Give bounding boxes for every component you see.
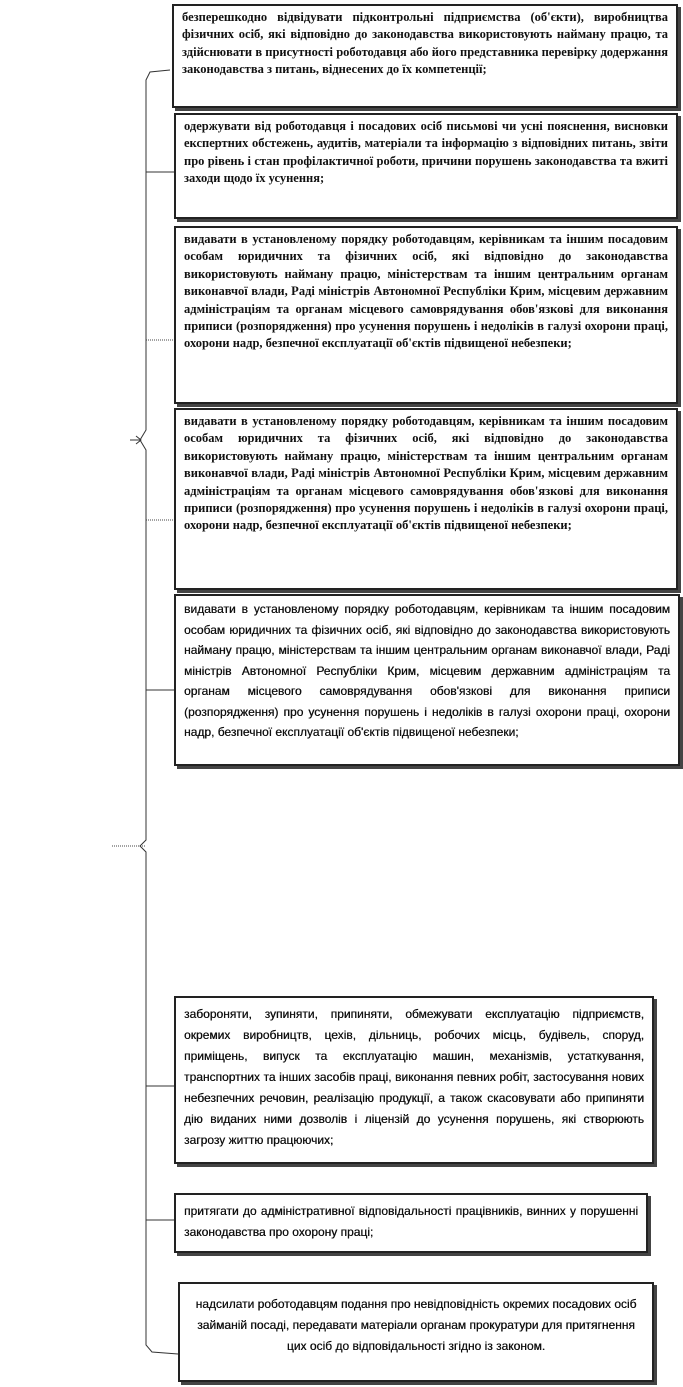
upper-arrow-icon (130, 436, 141, 444)
power-box-6: забороняти, зупиняти, припиняти, обмежувати експлуатацію підприємств, окремих виробництв, цехів, дільниць, робочих місць, будівель, споруд, приміщень, випуск та експлуатацію машин, механізмів, устаткування, транспортних та інших засобів праці, виконання певних робіт, застосування нових небезпечних речовин, реалізацію продукції, а також скасовувати або припиняти дію виданих ними дозволів і ліцензій до усунення порушень, які створюють загрозу життю працюючих; (174, 996, 654, 1164)
lower-brace (140, 770, 178, 1354)
power-box-1: безперешкодно відвідувати підконтрольні підприємства (об'єкти), виробництва фізичних осіб, які відповідно до законодавства використовують найману працю, та здійснювати в присутності роботодавця або його представника перевірку додержання законодавства з питань, віднесених до їх компетенції; (172, 4, 678, 108)
power-box-7: притягати до адміністративної відповідальності працівників, винних у порушенні законодавства про охорону праці; (174, 1193, 648, 1253)
power-box-8: надсилати роботодавцям подання про невідповідність окремих посадових осіб займаній посаді, передавати матеріали органам прокуратури для притягнення цих осіб до відповідальності згідно із законом. (178, 1282, 654, 1382)
power-box-2: одержувати від роботодавця і посадових осіб письмові чи усні пояснення, висновки експертних обстежень, аудитів, матеріали та інформацію з відповідних питань, звіти про рівень і стан профілактичної роботи, причини порушень законодавства та вжиті заходи щодо їх усунення; (174, 113, 678, 219)
upper-brace (140, 70, 170, 770)
power-box-4: видавати в установленому порядку роботодавцям, керівникам та іншим посадовим особам юридичних та фізичних осіб, які відповідно до законодавства використовують найману працю, міністерствам та іншим центральним органам виконавчої влади, Раді міністрів Автономної Республіки Крим, місцевим державним адміністраціям та органам місцевого самоврядування обов'язкові для виконання приписи (розпорядження) про усунення порушень і недоліків в галузі охорони праці, охорони надр, безпечної експлуатації об'єктів підвищеної небезпеки; (174, 408, 678, 590)
power-box-3: видавати в установленому порядку роботодавцям, керівникам та іншим посадовим особам юридичних та фізичних осіб, які відповідно до законодавства використовують найману працю, міністерствам та іншим центральним органам виконавчої влади, Раді міністрів Автономної Республіки Крим, місцевим державним адміністраціям та органам місцевого самоврядування обов'язкові для виконання приписи (розпорядження) про усунення порушень і недоліків в галузі охорони праці, охорони надр, безпечної експлуатації об'єктів підвищеної небезпеки; (174, 226, 678, 404)
power-box-5: видавати в установленому порядку роботодавцям, керівникам та іншим посадовим особам юридичних та фізичних осіб, які відповідно до законодавства використовують найману працю, міністерствам та іншим центральним органам виконавчої влади, Раді міністрів Автономної Республіки Крим, місцевим державним адміністраціям та органам місцевого самоврядування обов'язкові для виконання приписи (розпорядження) про усунення порушень і недоліків в галузі охорони праці, охорони надр, безпечної експлуатації об'єктів підвищеної небезпеки; (174, 594, 680, 766)
